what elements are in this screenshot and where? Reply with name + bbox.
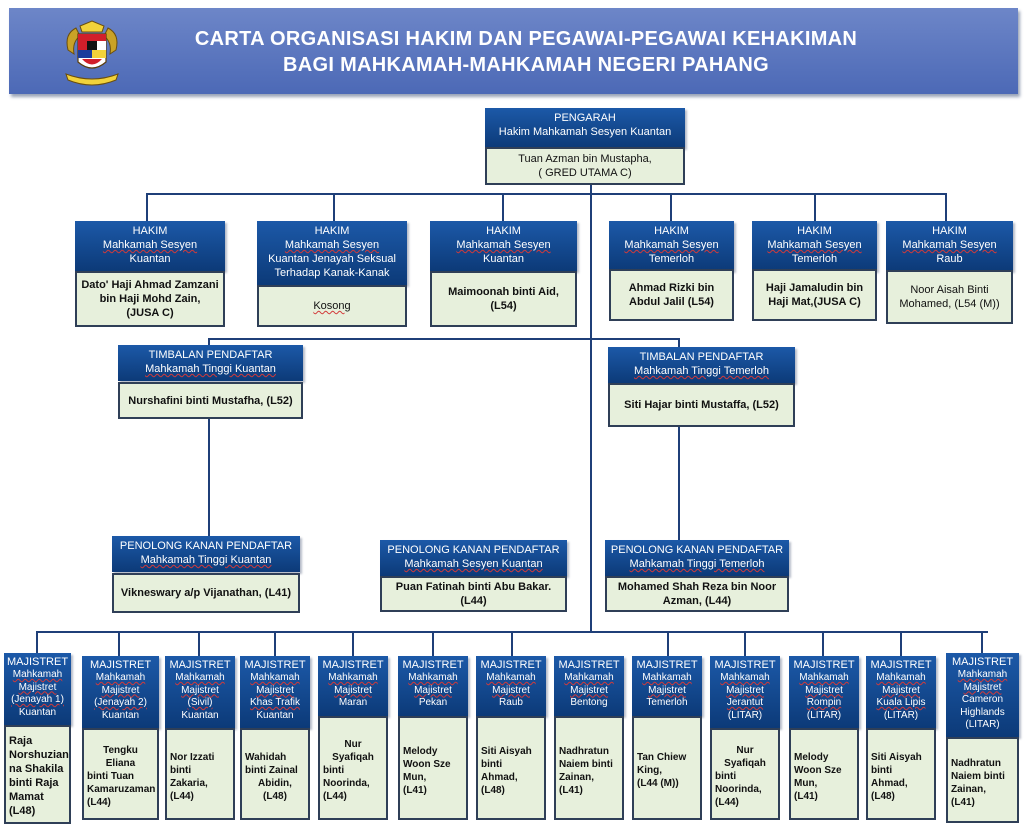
court-line: Mahkamah [486, 672, 536, 683]
court-line: Mahkamah [876, 672, 926, 683]
name-line: binti Zainal [245, 764, 298, 776]
magistrate-body [789, 728, 859, 820]
name-line: Ahmad, [871, 777, 908, 789]
name-line: (L48) [871, 790, 895, 802]
court-line: Majistret [256, 684, 294, 696]
name-line: Nur Syafiqah [724, 745, 766, 769]
court-line: Mahkamah [720, 672, 770, 683]
role-label: PENOLONG KANAN PENDAFTAR [610, 544, 784, 556]
judge-box [886, 221, 1013, 324]
coat-of-arms-icon [54, 20, 130, 90]
name-line: Nur Syafiqah [332, 739, 374, 763]
judge-header [75, 221, 225, 271]
name-line: (L44) [323, 791, 347, 802]
director-header [485, 108, 685, 148]
name-line: Zakaria, [170, 777, 208, 789]
court-line: Majistret [805, 684, 843, 696]
name-line: (L41) [403, 784, 427, 796]
court-line: Mahkamah [95, 672, 146, 683]
deputy-registrar-box [118, 345, 303, 419]
assistant-header [112, 536, 300, 572]
person-name: Haji Jamaludin bin Haji Mat,(JUSA C) [765, 282, 864, 308]
magistrate-body [632, 716, 702, 820]
assistant-registrar-box [380, 540, 567, 612]
magistrate-box [82, 656, 159, 820]
name-line: Melody [794, 751, 829, 763]
name-line: Ahmad, [481, 771, 518, 783]
magistrate-header [165, 656, 235, 728]
magistrate-body [398, 716, 468, 820]
connector-line [511, 631, 513, 656]
court-line: Mahkamah [12, 669, 63, 680]
name-line: Siti Aisyah [481, 745, 532, 757]
magistrate-body [82, 728, 159, 820]
judge-body [886, 270, 1013, 324]
court-label: Mahkamah Sesyen Kuantan [404, 558, 543, 570]
name-line: binti [170, 764, 192, 776]
court-location: Kuantan [129, 253, 171, 265]
role-label: MAJISTRET [89, 659, 152, 671]
title-banner [9, 8, 1018, 94]
judge-body [609, 269, 734, 321]
connector-line [333, 193, 335, 222]
magistrate-header [82, 656, 159, 728]
court-line: Pekan [418, 697, 448, 708]
name-line: (L48) [9, 805, 36, 817]
deputy-header [608, 347, 795, 383]
name-line: Woon Sze [794, 764, 842, 776]
person-name: Siti Hajar binti Mustaffa, (L52) [624, 399, 779, 411]
judge-box [609, 221, 734, 321]
name-line: Noorinda, [715, 784, 762, 795]
magistrate-body [554, 716, 624, 820]
role-label: PENOLONG KANAN PENDAFTAR [119, 540, 293, 552]
connector-line [744, 631, 746, 656]
role-label: MAJISTRET [636, 659, 698, 671]
court-label: Mahkamah Sesyen [624, 239, 719, 251]
court-label: Mahkamah Tinggi Temerloh [629, 558, 765, 570]
name-line: Melody [403, 745, 438, 757]
name-line: Nor Izzati [170, 751, 215, 763]
court-line: Mahkamah [328, 672, 378, 683]
judge-body [75, 271, 225, 327]
role-label: TIMBALAN PENDAFTAR [639, 351, 764, 363]
deputy-body [608, 383, 795, 427]
role-label: PENGARAH [554, 112, 616, 124]
court-label: Mahkamah Tinggi Temerloh [634, 365, 769, 377]
court-line: Raub [499, 697, 523, 708]
role-label: HAKIM [797, 225, 832, 237]
magistrate-body [4, 725, 71, 824]
director-body [485, 147, 685, 185]
deputy-body [118, 382, 303, 419]
court-line: Mahkamah [175, 672, 225, 683]
court-line: Mahkamah [799, 672, 849, 683]
connector-line [900, 631, 902, 656]
magistrate-body [240, 728, 310, 820]
magistrate-body [165, 728, 235, 820]
name-line: Tan Chiew [637, 752, 687, 763]
magistrate-header [398, 656, 468, 716]
person-name: Nurshafini binti Mustafha, (L52) [128, 394, 293, 407]
court-line: Bentong [570, 697, 608, 708]
person-name: Mohamed Shah Reza bin Noor [617, 581, 777, 593]
magistrate-header [554, 656, 624, 716]
court-line: Kuala Lipis [876, 697, 926, 708]
magistrate-header [866, 656, 936, 728]
connector-line [432, 631, 434, 656]
person-name: Kosong [313, 300, 351, 312]
person-name: Ahmad Rizki bin Abdul Jalil (L54) [628, 282, 715, 308]
judge-body [752, 269, 877, 321]
judge-header [257, 221, 407, 285]
assistant-body [112, 573, 300, 613]
connector-line [590, 184, 592, 632]
name-line: (L48) [481, 784, 505, 796]
judge-header [886, 221, 1013, 271]
court-line: (Jenayah 2) [94, 697, 147, 708]
grade-label: (JUSA C) [126, 307, 174, 319]
court-label: Mahkamah Sesyen [102, 239, 198, 251]
magistrate-header [318, 656, 388, 716]
assistant-header [605, 540, 789, 576]
court-line: Majistret [101, 684, 140, 696]
connector-line [822, 631, 824, 656]
judge-box [75, 221, 225, 327]
magistrate-body [866, 728, 936, 820]
person-name: Puan Fatinah binti Abu Bakar. [395, 581, 552, 593]
chart-title [131, 26, 921, 78]
connector-line [814, 193, 816, 222]
magistrate-header [4, 653, 71, 725]
role-label: MAJISTRET [6, 656, 69, 668]
magistrate-body [476, 716, 546, 820]
connector-line [981, 631, 983, 653]
name-line: na Shakila [9, 763, 64, 775]
role-label: TIMBALAN PENDAFTAR [148, 349, 273, 361]
connector-line [118, 631, 120, 656]
name-line: Naiem binti [559, 758, 613, 770]
magistrate-header [710, 656, 780, 728]
judge-box [752, 221, 877, 321]
name-line: binti [323, 765, 345, 776]
magistrate-header [476, 656, 546, 716]
court-line: Mahkamah [408, 672, 458, 683]
court-line: Majistret [181, 684, 219, 696]
assistant-registrar-box [605, 540, 789, 612]
judge-box [430, 221, 577, 327]
court-line: (Jenayah 1) [11, 694, 64, 705]
title-line-2: BAGI MAHKAMAH-MAHKAMAH NEGERI PAHANG [283, 54, 769, 76]
magistrate-box [240, 656, 310, 820]
deputy-registrar-box [608, 347, 795, 427]
name-line: binti Tuan [87, 771, 135, 782]
connector-line [208, 338, 680, 340]
court-line: Khas Trafik [249, 697, 301, 708]
name-line: binti [715, 771, 737, 782]
assistant-body [380, 576, 567, 612]
person-name: Noor Aisah Binti Mohamed, (L54 (M)) [899, 284, 1000, 310]
name-line: (L41) [559, 784, 583, 796]
court-label: Mahkamah Sesyen [284, 239, 380, 251]
person-name: Vikneswary a/p Vijanathan, (L41) [120, 587, 292, 599]
court-label: Hakim Mahkamah Sesyen Kuantan [498, 126, 672, 138]
connector-line [198, 631, 200, 656]
court-line: Majistret [648, 684, 686, 696]
name-line: Wahidah [245, 751, 287, 763]
name-line: (L44) [87, 797, 111, 808]
court-line: Majistret [726, 684, 764, 696]
role-label: MAJISTRET [402, 659, 464, 671]
name-line: Tengku Eliana [103, 745, 138, 769]
connector-line [352, 631, 354, 656]
connector-line [502, 193, 504, 222]
court-line: Cameron [961, 694, 1004, 705]
magistrate-box [476, 656, 546, 820]
court-line: Kuantan [181, 709, 219, 721]
role-label: MAJISTRET [169, 659, 231, 671]
role-label: MAJISTRET [870, 659, 932, 671]
court-line: (LITAR) [883, 709, 919, 721]
court-line: Mahkamah [250, 672, 300, 683]
connector-line [670, 193, 672, 222]
court-line: (LITAR) [806, 709, 842, 721]
role-label: MAJISTRET [793, 659, 855, 671]
judge-box [257, 221, 407, 327]
judge-body [430, 271, 577, 327]
name-line: Noorinda, [323, 778, 370, 789]
grade-label: (L54) [490, 300, 517, 312]
role-label: HAKIM [486, 225, 521, 237]
role-label: MAJISTRET [951, 656, 1014, 668]
name-line: binti Raja [9, 777, 59, 789]
name-line: binti [481, 758, 503, 770]
magistrate-header [632, 656, 702, 716]
assistant-body [605, 576, 789, 612]
court-line: (LITAR) [965, 719, 1000, 730]
person-name: Dato' Haji Ahmad Zamzani bin Haji Mohd Zain, [81, 279, 219, 305]
assistant-header [380, 540, 567, 576]
connector-line [208, 418, 210, 536]
connector-line [678, 426, 680, 540]
court-location: Raub [936, 253, 963, 265]
court-label: Mahkamah Sesyen [902, 239, 997, 251]
director-box [485, 108, 685, 185]
magistrate-box [165, 656, 235, 820]
court-line: Mahkamah [564, 672, 614, 683]
judge-header [752, 221, 877, 271]
court-line: (Sivil) [187, 697, 213, 708]
name-line: (L44 (M)) [637, 778, 679, 789]
name-line: Siti Aisyah [871, 751, 922, 763]
court-location: Temerloh [791, 253, 838, 265]
role-label: MAJISTRET [558, 659, 620, 671]
person-name: Tuan Azman bin Mustapha, [518, 153, 652, 165]
magistrate-body [318, 716, 388, 820]
name-line: Nadhratun [951, 757, 1001, 769]
court-line: Majistret [334, 684, 372, 696]
role-label: HAKIM [132, 225, 168, 237]
judge-header [609, 221, 734, 271]
court-line: Majistret [414, 684, 452, 696]
role-label: MAJISTRET [244, 659, 306, 671]
magistrate-body [946, 737, 1019, 823]
connector-line [146, 193, 946, 195]
assistant-registrar-box [112, 536, 300, 613]
connector-line [274, 631, 276, 656]
name-line: binti [871, 764, 893, 776]
judge-body [257, 285, 407, 327]
name-line: Zainan, [951, 783, 987, 795]
magistrate-body [710, 728, 780, 820]
magistrate-box [398, 656, 468, 820]
role-label: MAJISTRET [480, 659, 542, 671]
name-line: Mun, [403, 771, 427, 783]
role-label: HAKIM [314, 225, 350, 237]
name-line: (L41) [794, 790, 818, 802]
court-line: Kuantan [18, 706, 57, 718]
magistrate-header [789, 656, 859, 728]
grade-label: Azman, (L44) [662, 595, 732, 607]
name-line: Raja [9, 735, 33, 747]
name-line: Nadhratun [559, 745, 609, 757]
court-line: Rompin [806, 697, 842, 708]
role-label: HAKIM [654, 225, 689, 237]
court-line: Majistret [882, 684, 920, 696]
connector-line [945, 193, 947, 222]
court-line: Mahkamah [642, 672, 692, 683]
court-label: Mahkamah Sesyen [456, 239, 551, 251]
connector-line [146, 193, 148, 222]
court-line: Temerloh [646, 697, 688, 708]
court-line: Majistret [570, 684, 608, 696]
name-line: Naiem binti [951, 770, 1005, 782]
court-label: Mahkamah Tinggi Kuantan [140, 554, 272, 566]
court-location: Kuantan Jenayah Seksual Terhadap Kanak-Kanak [268, 253, 396, 279]
magistrate-box [789, 656, 859, 820]
magistrate-box [710, 656, 780, 820]
connector-line [36, 631, 38, 653]
court-line: Majistret [963, 681, 1002, 693]
court-line: Jerantut [726, 697, 764, 708]
court-label: Mahkamah Tinggi Kuantan [145, 363, 276, 375]
magistrate-box [866, 656, 936, 820]
name-line: (L41) [951, 796, 975, 808]
court-line: (LITAR) [727, 709, 763, 721]
role-label: PENOLONG KANAN PENDAFTAR [387, 544, 560, 556]
name-line: Zainan, [559, 771, 595, 783]
title-line-1: CARTA ORGANISASI HAKIM DAN PEGAWAI-PEGAWAI KEHAKIMAN [194, 28, 858, 50]
connector-line [667, 631, 669, 656]
magistrate-box [554, 656, 624, 820]
court-line: Highlands [960, 706, 1005, 718]
grade-label: (L44) [460, 595, 487, 607]
court-line: Maran [338, 697, 368, 708]
name-line: Kamaruzaman [87, 784, 156, 795]
court-line: Kuantan [256, 709, 294, 721]
magistrate-box [946, 653, 1019, 823]
magistrate-box [4, 653, 71, 824]
name-line: Abidin, (L48) [258, 777, 292, 802]
role-label: HAKIM [932, 225, 967, 237]
magistrate-box [318, 656, 388, 820]
name-line: (L44) [170, 790, 194, 802]
court-line: Kuantan [101, 709, 140, 721]
magistrate-header [240, 656, 310, 728]
magistrate-box [632, 656, 702, 820]
court-line: Mahkamah [957, 669, 1008, 680]
name-line: (L44) [715, 797, 739, 808]
role-label: MAJISTRET [322, 659, 384, 671]
magistrate-header [946, 653, 1019, 737]
court-location: Kuantan [483, 253, 524, 265]
person-name: Maimoonah binti Aid, [448, 286, 559, 298]
name-line: Mun, [794, 777, 818, 789]
name-line: King, [637, 765, 662, 776]
court-label: Mahkamah Sesyen [767, 239, 862, 251]
name-line: Mamat [9, 791, 44, 803]
court-line: Majistret [492, 684, 530, 696]
grade-label: ( GRED UTAMA C) [538, 167, 632, 179]
role-label: MAJISTRET [714, 659, 776, 671]
court-location: Temerloh [648, 253, 695, 265]
name-line: Woon Sze [403, 758, 451, 770]
name-line: Norshuzian [9, 749, 69, 761]
deputy-header [118, 345, 303, 381]
judge-header [430, 221, 577, 271]
court-line: Majistret [18, 681, 57, 693]
